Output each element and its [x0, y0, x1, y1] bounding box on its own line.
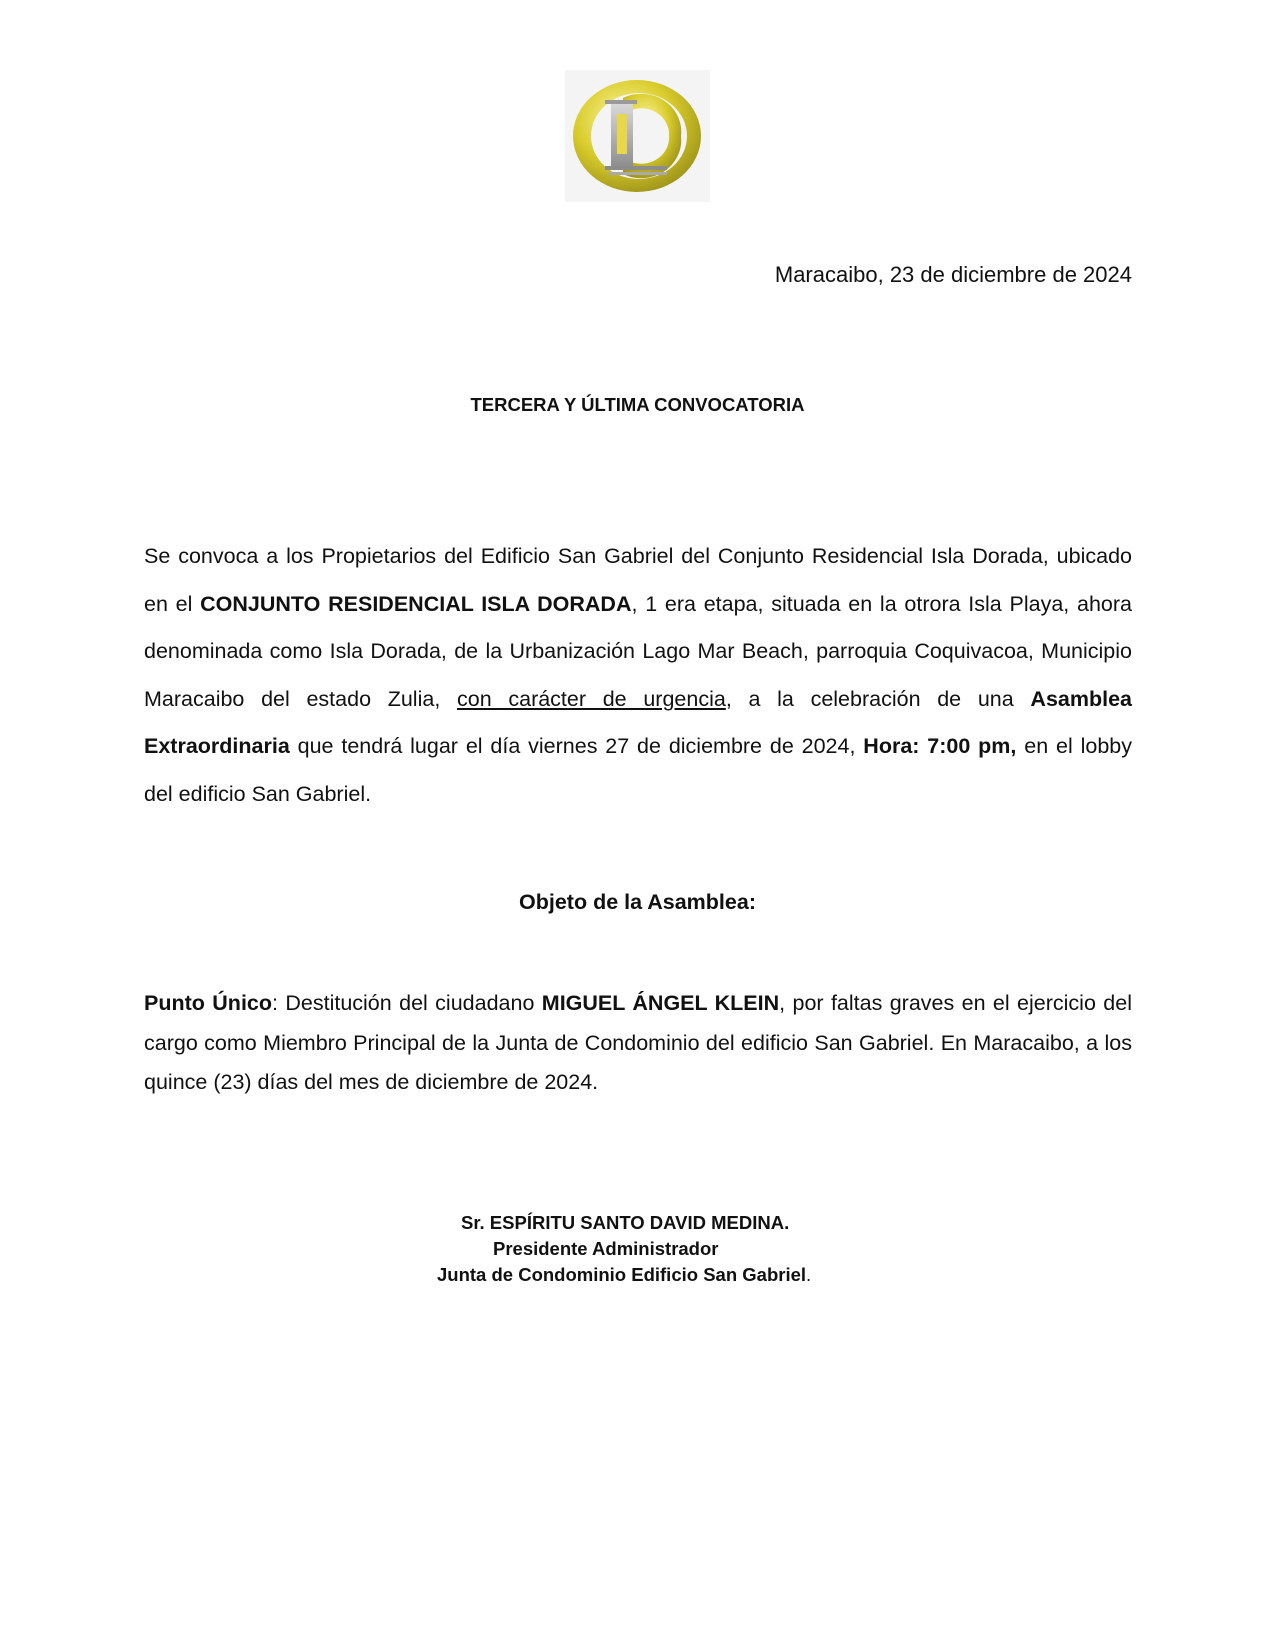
signatory-organization — [437, 1262, 811, 1288]
assembly-type: Asamblea Extraordinaria — [144, 686, 1133, 758]
agenda-item-label: Punto Único — [144, 991, 273, 1015]
meeting-time: Hora: 7:00 pm, — [863, 734, 1017, 758]
agenda-item-paragraph — [144, 984, 1132, 1103]
urgency-note: con carácter de urgencia — [457, 686, 726, 711]
agenda-text: : Destitución del ciudadano — [272, 991, 542, 1015]
signatory-name: Sr. ESPÍRITU SANTO DAVID MEDINA. — [461, 1212, 790, 1233]
person-name: MIGUEL ÁNGEL KLEIN — [541, 991, 780, 1015]
body-text: Se convoca a los Propietarios del Edificio San Gabriel del Conjunto Residencial Isla Dorada, ubicado en el — [144, 544, 1132, 616]
residential-complex-name: CONJUNTO RESIDENCIAL ISLA DORADA — [200, 591, 632, 616]
signatory-role: Presidente Administrador — [493, 1238, 719, 1259]
convocation-paragraph — [144, 533, 1132, 818]
document-title: TERCERA Y ÚLTIMA CONVOCATORIA — [470, 394, 805, 415]
body-text: en el lobby del edificio San Gabriel. — [144, 734, 1132, 806]
assembly-object-heading: Objeto de la Asamblea: — [519, 890, 756, 914]
logo-icon — [565, 70, 710, 202]
body-text: que tendrá lugar el día viernes 27 de diciembre de 2024, — [289, 734, 864, 758]
agenda-text: , por faltas graves en el ejercicio del cargo como Miembro Principal de la Junta de Condominio del edificio San Gabriel. En Maracaibo, a los quince (23) días del mes de diciembre de 2024. — [144, 991, 1132, 1094]
body-text: , a la celebración de una — [725, 686, 1031, 711]
body-text: , 1 era etapa, situada en la otrora Isla Playa, ahora denominada como Isla Dorada, de la Urbanización Lago Mar Beach, parroquia Coquivacoa, Municipio Maracaibo del estado Zulia, — [144, 591, 1132, 711]
date-line: Maracaibo, 23 de diciembre de 2024 — [774, 262, 1132, 287]
organization-name: Junta de Condominio Edificio San Gabriel — [437, 1264, 807, 1285]
organization-period: . — [806, 1264, 812, 1285]
